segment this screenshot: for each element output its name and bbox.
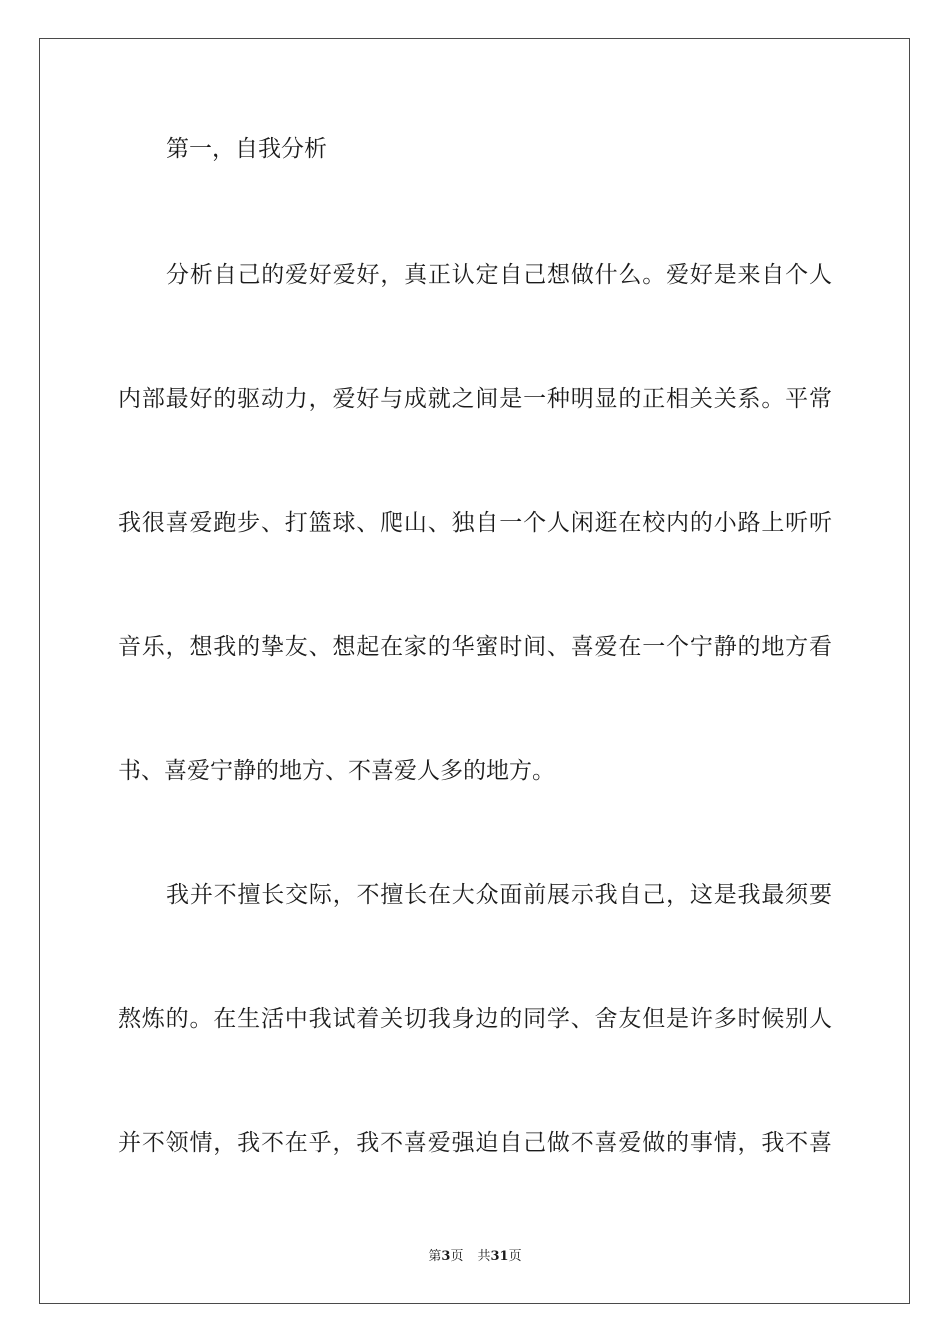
total-prefix: 共: [477, 1249, 491, 1264]
page-suffix: 页: [450, 1249, 464, 1264]
paragraph-line: 并不领情，我不在乎，我不喜爱强迫自己做不喜爱做的事情，我不喜: [118, 1130, 832, 1156]
page-border: [39, 38, 910, 1304]
paragraph-line: 熬炼的。在生活中我试着关切我身边的同学、舍友但是许多时候别人: [118, 1006, 832, 1032]
page-footer: [0, 1248, 950, 1266]
page-number: 3: [441, 1249, 451, 1264]
total-pages: 31: [490, 1249, 509, 1264]
paragraph-line: 我很喜爱跑步、打篮球、爬山、独自一个人闲逛在校内的小路上听听: [118, 510, 832, 536]
paragraph-line: 内部最好的驱动力，爱好与成就之间是一种明显的正相关关系。平常: [118, 386, 832, 412]
paragraph-line: 书、喜爱宁静的地方、不喜爱人多的地方。: [118, 758, 555, 784]
page-prefix: 第: [428, 1249, 442, 1264]
paragraph-line: 我并不擅长交际，不擅长在大众面前展示我自己，这是我最须要: [166, 882, 832, 908]
paragraph-line: 音乐，想我的挚友、想起在家的华蜜时间、喜爱在一个宁静的地方看: [118, 634, 832, 660]
total-suffix: 页: [508, 1249, 522, 1264]
section-heading: 第一，自我分析: [166, 136, 327, 162]
paragraph-line: 分析自己的爱好爱好，真正认定自己想做什么。爱好是来自个人: [166, 262, 832, 288]
